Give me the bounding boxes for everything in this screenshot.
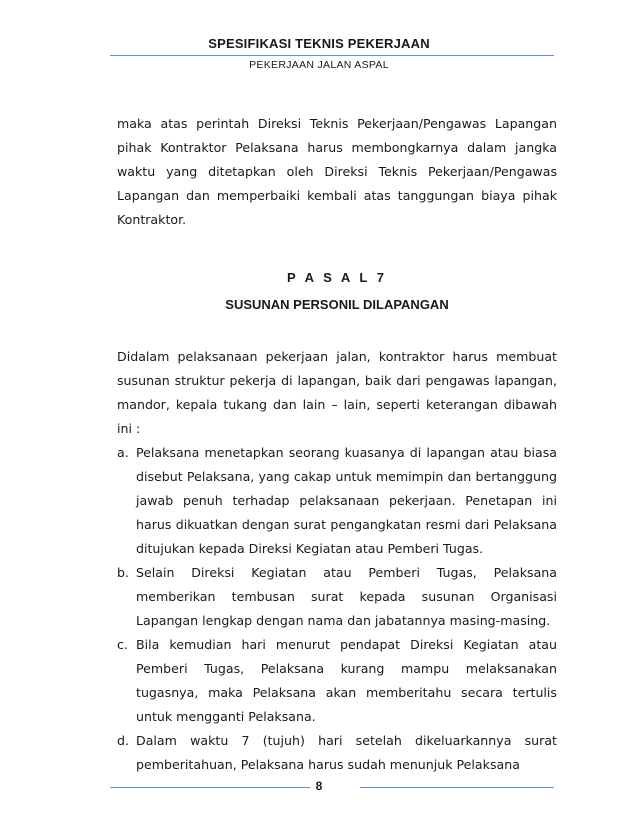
header-divider — [110, 55, 554, 56]
page-content — [117, 112, 557, 777]
list-item-marker: d. — [117, 733, 129, 748]
document-header-title: SPESIFIKASI TEKNIS PEKERJAAN — [208, 36, 430, 51]
list-item-text: Selain Direksi Kegiatan atau Pemberi Tugas, Pelaksana memberikan tembusan surat kepada susunan Organisasi Lapangan lengkap dengan nama dan jabatannya masing-masing. — [136, 565, 557, 628]
lead-paragraph: Didalam pelaksanaan pekerjaan jalan, kontraktor harus membuat susunan struktur pekerja di lapangan, baik dari pengawas lapangan, mandor, kepala tukang dan lain – lain, seperti keterangan dibawah ini : — [117, 349, 557, 436]
list-item-text: Dalam waktu 7 (tujuh) hari setelah dikeluarkannya surat pemberitahuan, Pelaksana harus sudah menunjuk Pelaksana — [136, 733, 557, 772]
spacer — [117, 317, 557, 345]
list-item — [117, 561, 557, 633]
document-header-subtitle: PEKERJAAN JALAN ASPAL — [249, 59, 389, 71]
footer-divider-right — [360, 787, 554, 788]
page-number: 8 — [315, 779, 323, 793]
requirements-list — [117, 441, 557, 777]
section-heading: P A S A L 7 — [287, 270, 387, 285]
list-item-marker: b. — [117, 565, 129, 580]
section-title: SUSUNAN PERSONIL DILAPANGAN — [225, 297, 449, 312]
list-item-text: Pelaksana menetapkan seorang kuasanya di lapangan atau biasa disebut Pelaksana, yang cakap untuk memimpin dan bertanggung jawab penuh terhadap pelaksanaan pekerjaan. Penetapan ini harus dikuatkan dengan surat pengangkatan resmi dari Pelaksana ditujukan kepada Direksi Kegiatan atau Pemberi Tugas. — [136, 445, 557, 556]
list-item-marker: a. — [117, 445, 129, 460]
list-item-text: Bila kemudian hari menurut pendapat Direksi Kegiatan atau Pemberi Tugas, Pelaksana kurang mampu melaksanakan tugasnya, maka Pelaksana akan memberitahu secara tertulis untuk mengganti Pelaksana. — [136, 637, 557, 724]
list-item — [117, 633, 557, 729]
list-item — [117, 729, 557, 777]
list-item — [117, 441, 557, 561]
list-item-marker: c. — [117, 637, 128, 652]
intro-paragraph: maka atas perintah Direksi Teknis Pekerjaan/Pengawas Lapangan pihak Kontraktor Pelaksana harus membongkarnya dalam jangka waktu yang ditetapkan oleh Direksi Teknis Pekerjaan/Pengawas Lapangan dan memperbaiki kembali atas tanggungan biaya pihak Kontraktor. — [117, 116, 557, 227]
spacer — [117, 232, 557, 256]
